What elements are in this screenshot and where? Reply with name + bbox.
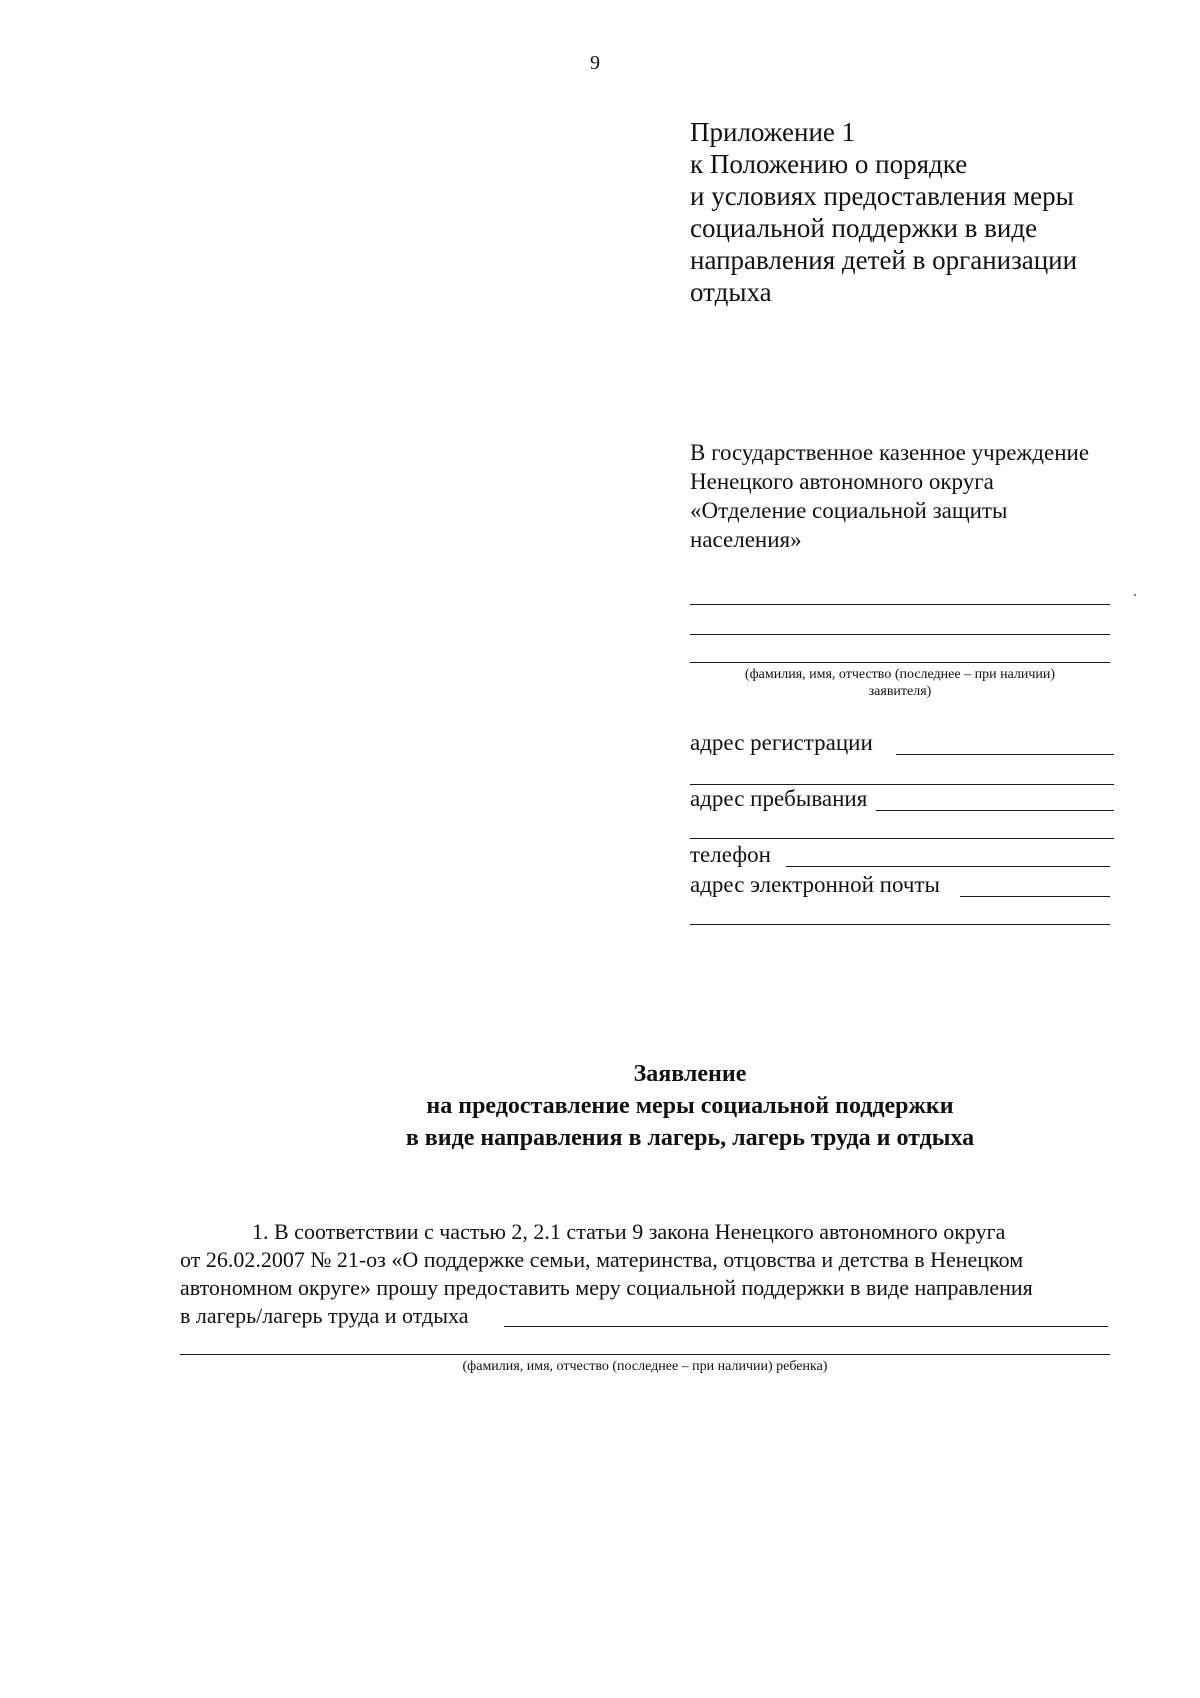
phone-label: телефон: [690, 842, 771, 867]
addressee-line: Ненецкого автономного округа: [690, 469, 994, 494]
registration-address-field[interactable]: [896, 754, 1114, 755]
title-line: в виде направления в лагерь, лагерь труда и отдыха: [405, 1125, 975, 1151]
addressee-line: В государственное казенное учреждение: [690, 440, 1090, 465]
scan-speck: [1134, 594, 1136, 596]
applicant-name-caption: [690, 666, 1110, 700]
body-line-2: от 26.02.2007 № 21-оз «О поддержке семьи, материнства, отцовства и детства в Ненецком: [180, 1247, 1024, 1272]
appendix-line: к Положению о порядке: [690, 149, 968, 179]
caption-line: заявителя): [868, 684, 932, 699]
appendix-line: направления детей в организации: [690, 245, 1078, 275]
residence-address-field[interactable]: [876, 810, 1114, 811]
title-line: на предоставление меры социальной поддержки: [426, 1093, 954, 1119]
document-title: [250, 1058, 1130, 1154]
body-line-3: автономном округе» прошу предоставить меру социальной поддержки в виде направления: [180, 1275, 1033, 1300]
residence-address-field-continued[interactable]: [690, 838, 1114, 839]
email-field-continued[interactable]: [690, 924, 1110, 925]
appendix-line: социальной поддержки в виде: [690, 213, 1038, 243]
title-line: Заявление: [633, 1061, 747, 1087]
appendix-line: Приложение 1: [690, 117, 856, 147]
body-line-1: 1. В соответствии с частью 2, 2.1 статьи 9 закона Ненецкого автономного округа: [252, 1219, 1006, 1244]
registration-address-field-continued[interactable]: [690, 784, 1114, 785]
email-field[interactable]: [960, 896, 1110, 897]
body-line-4: в лагерь/лагерь труда и отдыха: [180, 1303, 469, 1328]
caption-line: (фамилия, имя, отчество (последнее – при наличии): [744, 667, 1056, 682]
applicant-name-line[interactable]: [690, 662, 1110, 663]
page-number: 9: [590, 52, 600, 74]
appendix-heading: [690, 116, 1077, 308]
email-label: адрес электронной почты: [690, 872, 940, 897]
applicant-name-line[interactable]: [690, 604, 1110, 605]
addressee-block: [690, 438, 1089, 554]
child-name-caption: (фамилия, имя, отчество (последнее – при наличии) ребенка): [462, 1359, 828, 1374]
applicant-name-line[interactable]: [690, 634, 1110, 635]
child-name-field-continued[interactable]: [180, 1354, 1110, 1355]
addressee-line: населения»: [690, 527, 802, 552]
appendix-line: и условиях предоставления меры: [690, 181, 1074, 211]
residence-address-label: адрес пребывания: [690, 786, 868, 811]
registration-address-label: адрес регистрации: [690, 730, 873, 755]
appendix-line: отдыха: [690, 277, 772, 307]
phone-field[interactable]: [786, 866, 1110, 867]
addressee-line: «Отделение социальной защиты: [690, 498, 1008, 523]
child-name-field[interactable]: [504, 1326, 1108, 1327]
